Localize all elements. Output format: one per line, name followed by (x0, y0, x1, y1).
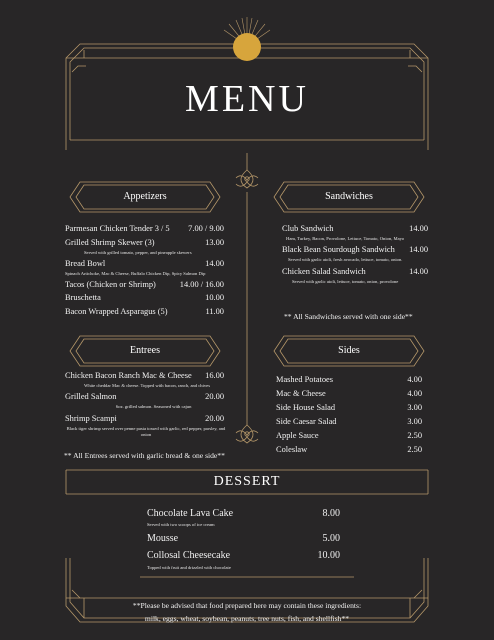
appetizer-item-name: Bread Bowl (65, 259, 106, 268)
entree-item-name: Grilled Salmon (65, 392, 117, 401)
sandwich-item-desc: Served with garlic aioli, lettuce, tomato, onion, provolone (292, 279, 399, 284)
side-item-price: 3.00 (407, 403, 422, 412)
entrees-note: ** All Entrees served with garlic bread & one side** (64, 451, 225, 460)
sandwich-item-name: Chicken Salad Sandwich (282, 267, 366, 276)
appetizer-item-price: 10.00 (205, 293, 224, 302)
entree-item-desc: Black tiger shrimp served over penne pasta tossed with garlic, red pepper, parsley, and onion (66, 426, 226, 438)
entree-item-price: 16.00 (205, 371, 224, 380)
menu-title: MENU (185, 78, 309, 120)
allergy-notice-line2: milk, eggs, wheat, soybean, peanuts, tree nuts, fish, and shellfish** (144, 614, 350, 623)
dessert-item-price: 10.00 (317, 550, 340, 561)
dessert-item-desc: Topped with fruit and drizzled with chocolate (147, 565, 231, 570)
entrees-heading: Entrees (130, 345, 160, 356)
side-item-price: 2.50 (407, 445, 422, 454)
sandwich-item-desc: Served with garlic aioli, fresh avocado, lettuce, tomato, onion. (288, 257, 403, 262)
dessert-item-name: Chocolate Lava Cake (147, 508, 234, 519)
dessert-item-price: 5.00 (322, 533, 340, 544)
sandwich-item-name: Club Sandwich (282, 224, 334, 233)
dessert-item-name: Collosal Cheesecake (147, 550, 231, 561)
appetizer-item-name: Grilled Shrimp Skewer (3) (65, 238, 155, 247)
appetizer-item-name: Bacon Wrapped Asparagus (5) (65, 307, 168, 316)
appetizer-item-price: 14.00 / 16.00 (179, 280, 224, 289)
appetizer-item-name: Tacos (Chicken or Shrimp) (65, 280, 156, 289)
sandwich-item-desc: Ham, Turkey, Bacon, Provolone, Lettuce, Tomato, Onion, Mayo (286, 236, 405, 241)
entree-item-price: 20.00 (205, 392, 224, 401)
entree-item-name: Shrimp Scampi (65, 414, 117, 423)
appetizer-item-price: 11.00 (205, 307, 224, 316)
side-item-price: 3.00 (407, 417, 422, 426)
sandwich-item-name: Black Bean Sourdough Sandwich (282, 245, 395, 254)
entree-item-name: Chicken Bacon Ranch Mac & Cheese (65, 371, 192, 380)
side-item-name: Side Caesar Salad (276, 417, 337, 426)
appetizer-item-desc: Spinach Artichoke, Mac & Cheese, Buffalo Chicken Dip, Spicy Salmon Dip (65, 271, 206, 276)
side-item-name: Mashed Potatoes (276, 375, 333, 384)
side-item-name: Coleslaw (276, 445, 308, 454)
sandwiches-note: ** All Sandwiches served with one side** (284, 312, 413, 321)
side-item-price: 4.00 (407, 389, 422, 398)
sandwich-item-price: 14.00 (409, 224, 428, 233)
side-item-price: 2.50 (407, 431, 422, 440)
dessert-item-desc: Served with two scoops of ice cream (147, 522, 215, 527)
dessert-item-name: Mousse (147, 533, 179, 544)
appetizers-heading: Appetizers (123, 191, 167, 202)
side-item-name: Mac & Cheese (276, 389, 326, 398)
appetizer-item-name: Parmesan Chicken Tender 3 / 5 (65, 224, 170, 233)
appetizer-item-name: Bruschetta (65, 293, 101, 302)
side-item-price: 4.00 (407, 375, 422, 384)
entree-item-desc: 6oz. grilled salmon. Seasoned with cajun (116, 404, 192, 409)
sun-emblem (233, 33, 261, 61)
allergy-notice-line1: **Please be advised that food prepared here may contain these ingredients: (132, 601, 362, 610)
entree-item-price: 20.00 (205, 414, 224, 423)
appetizer-item-price: 7.00 / 9.00 (188, 224, 224, 233)
appetizer-item-price: 13.00 (205, 238, 224, 247)
dessert-item-price: 8.00 (322, 508, 340, 519)
dessert-heading: DESSERT (213, 474, 281, 489)
sandwich-item-price: 14.00 (409, 267, 428, 276)
side-item-name: Apple Sauce (276, 431, 319, 440)
side-item-name: Side House Salad (276, 403, 336, 412)
sandwiches-heading: Sandwiches (325, 191, 373, 202)
sides-heading: Sides (338, 345, 360, 356)
sandwich-item-price: 14.00 (409, 245, 428, 254)
appetizer-item-desc: Served with grilled tomato, pepper, and pineapple skewers (84, 250, 192, 255)
entree-item-desc: White cheddar Mac & cheese. Topped with bacon, ranch, and chives (84, 383, 211, 388)
appetizer-item-price: 14.00 (205, 259, 224, 268)
